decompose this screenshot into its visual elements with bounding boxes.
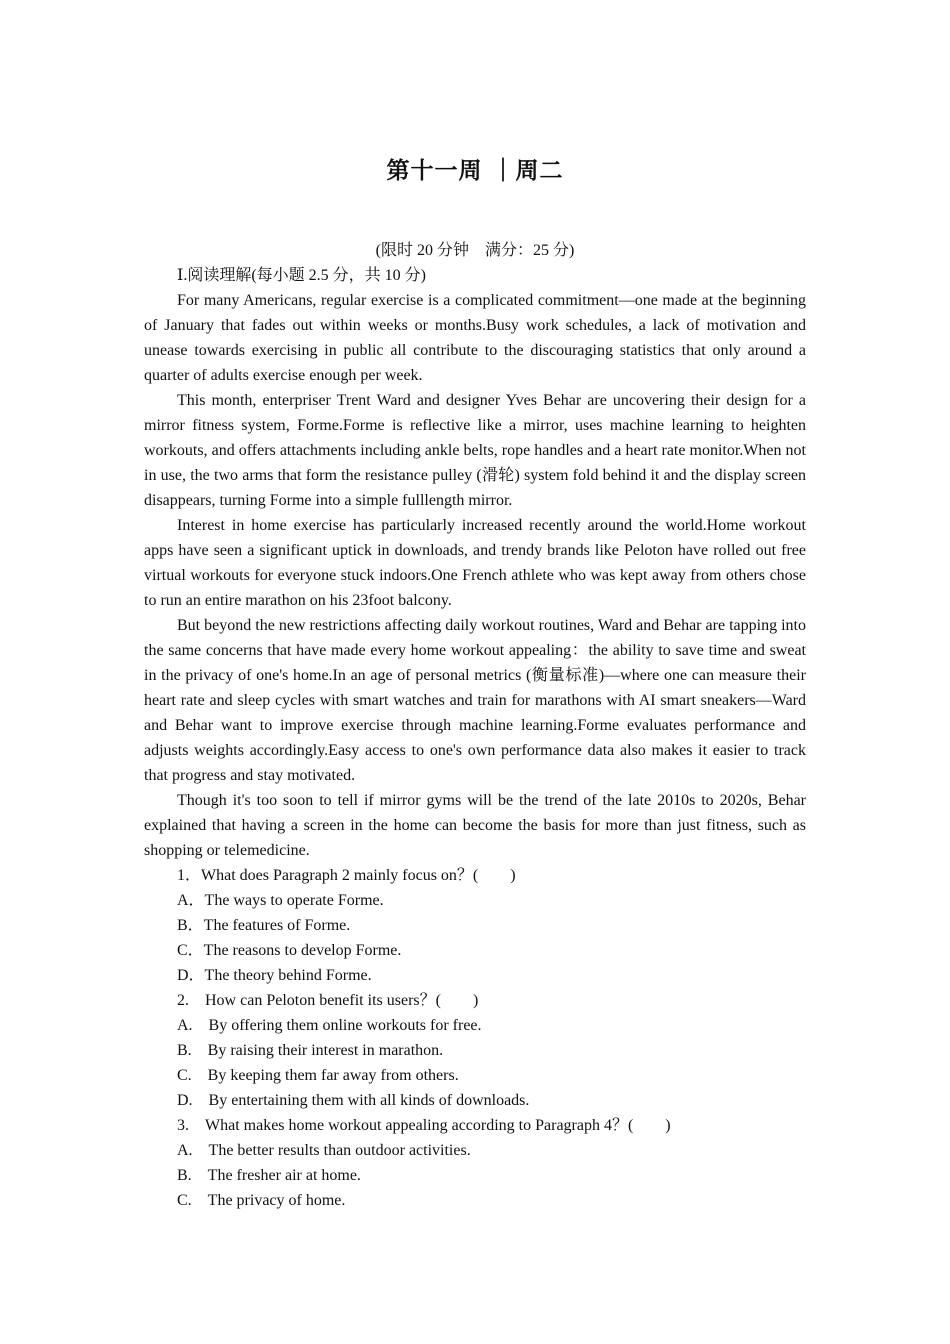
question-stem: 1．What does Paragraph 2 mainly focus on？( ): [177, 867, 516, 884]
question-stem: 2. How can Peloton benefit its users？( ): [177, 992, 479, 1009]
time-limit-note: (限时 20 分钟 满分：25 分): [375, 242, 575, 259]
option-b: B．The features of Forme.: [177, 917, 351, 934]
option-c: C. The privacy of home.: [177, 1192, 346, 1209]
passage-paragraph-1: For many Americans, regular exercise is a complicated commitment—one made at the beginning of January that fades out within weeks or months.Busy work schedules, a lack of motivation and unease towards exercising in public all contribute to the discouraging statistics that only around a quarter of adults exercise enough per week.: [144, 292, 806, 384]
option-a: A. The better results than outdoor activities.: [177, 1142, 471, 1159]
passage-paragraph-4: But beyond the new restrictions affecting daily workout routines, Ward and Behar are tapping into the same concerns that have made every home workout appealing：the ability to save time and sweat in the privacy of one's home.In an age of personal metrics (衡量标准)—where one can measure their heart rate and sleep cycles with smart watches and train for marathons with AI smart sneakers—Ward and Behar want to improve exercise through machine learning.Forme evaluates performance and adjusts weights accordingly.Easy access to one's own performance data also makes it easier to track that progress and stay motivated.: [144, 617, 806, 784]
passage-paragraph-2: This month, enterpriser Trent Ward and designer Yves Behar are uncovering their design for a mirror fitness system, Forme.Forme is reflective like a mirror, uses machine learning to heighten workouts, and offers attachments including ankle belts, rope handles and a heart rate monitor.When not in use, the two arms that form the resistance pulley (滑轮) system fold behind it and the display screen disappears, turning Forme into a simple fulllength mirror.: [144, 392, 806, 509]
option-a: A. By offering them online workouts for free.: [177, 1017, 482, 1034]
option-b: B. By raising their interest in marathon.: [177, 1042, 444, 1059]
passage-paragraph-5: Though it's too soon to tell if mirror gyms will be the trend of the late 2010s to 2020s, Behar explained that having a screen in the home can become the basis for more than just fitness, such as shopping or telemedicine.: [144, 792, 806, 859]
document-body: [144, 238, 806, 1213]
question-3: [144, 1113, 806, 1213]
option-c: C. By keeping them far away from others.: [177, 1067, 459, 1084]
option-d: D．The theory behind Forme.: [177, 967, 372, 984]
option-d: D. By entertaining them with all kinds of downloads.: [177, 1092, 530, 1109]
page-title: 第十一周 ｜周二: [386, 158, 564, 184]
question-stem: 3. What makes home workout appealing according to Paragraph 4？( ): [177, 1117, 671, 1134]
question-2: [144, 988, 806, 1113]
passage-paragraph-3: Interest in home exercise has particularly increased recently around the world.Home workout apps have seen a significant uptick in downloads, and trendy brands like Peloton have rolled out free virtual workouts for everyone stuck indoors.One French athlete who was kept away from others chose to run an entire marathon on his 23foot balcony.: [144, 517, 806, 609]
question-1: [144, 863, 806, 988]
option-a: A．The ways to operate Forme.: [177, 892, 384, 909]
option-c: C．The reasons to develop Forme.: [177, 942, 402, 959]
section-heading: Ⅰ.阅读理解(每小题 2.5 分，共 10 分): [177, 267, 426, 284]
option-b: B. The fresher air at home.: [177, 1167, 361, 1184]
